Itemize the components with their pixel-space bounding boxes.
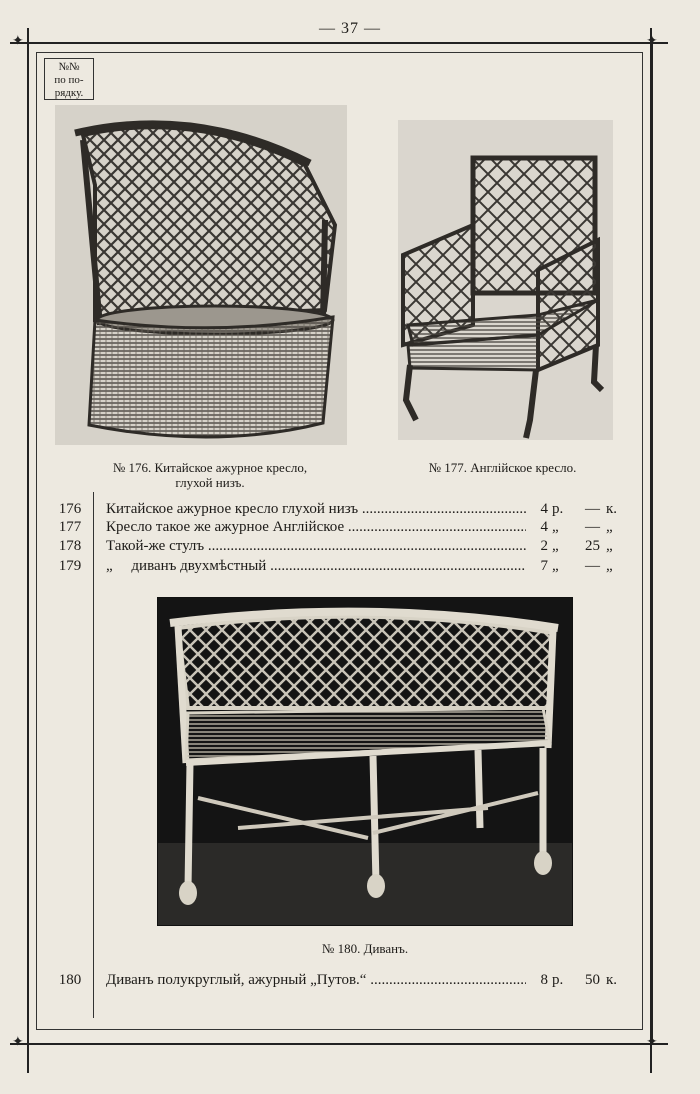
photo-chair-176 — [55, 105, 347, 445]
figure-caption-177 — [405, 460, 600, 475]
frame-right-extension — [650, 28, 652, 1073]
frame-bottom-extension — [10, 1043, 668, 1045]
column-header-line: по по- — [54, 74, 84, 86]
item-number: 177 — [58, 519, 82, 535]
item-description: Кресло такое же ажурное Англійское ..... — [106, 519, 526, 536]
item-description: Такой-же стулъ ..... — [106, 538, 526, 555]
corner-ornament-bottom-right: ✦ — [646, 1035, 658, 1050]
price-rubles: 4 — [540, 501, 548, 517]
item-number: 176 — [58, 501, 82, 517]
caption-line: № 180. Диванъ. — [321, 941, 409, 956]
price-kopecks-unit: „ — [606, 519, 613, 535]
price-kopecks: 50 — [585, 972, 600, 988]
price-rubles: 7 — [540, 558, 548, 574]
column-header-line: рядку. — [54, 87, 84, 99]
item-description: „ диванъ двухмѣстный ..... — [106, 558, 526, 575]
photo-sofa-180 — [157, 597, 573, 926]
price-kopecks: — — [585, 558, 600, 574]
photo-chair-177 — [398, 120, 613, 440]
page-number: — 37 — — [319, 20, 381, 37]
price-rubles-unit: „ — [552, 519, 559, 535]
price-kopecks-unit: „ — [606, 538, 613, 554]
price-kopecks: — — [585, 519, 600, 535]
item-number: 179 — [58, 558, 82, 574]
item-number: 178 — [58, 538, 82, 554]
caption-line: глухой низъ. — [175, 475, 245, 490]
price-kopecks: — — [585, 501, 600, 517]
price-kopecks-unit: „ — [606, 558, 613, 574]
price-kopecks-unit: к. — [606, 501, 618, 517]
figure-caption-176 — [80, 460, 340, 490]
column-header-line: №№ — [58, 61, 80, 73]
item-number: 180 — [58, 972, 82, 988]
price-row-178 — [50, 538, 620, 560]
price-rubles-unit: „ — [552, 538, 559, 554]
price-rubles: 4 — [540, 519, 548, 535]
corner-ornament-top-left: ✦ — [12, 34, 24, 49]
price-rubles: 2 — [540, 538, 548, 554]
column-header-box — [44, 58, 94, 100]
figure-caption-180 — [300, 941, 430, 956]
item-description: Китайское ажурное кресло глухой низъ ..... — [106, 501, 526, 518]
item-description: Диванъ полукруглый, ажурный „Путов.“ ..... — [106, 972, 526, 989]
price-row-180 — [50, 972, 620, 994]
price-rubles: 8 — [540, 972, 548, 988]
price-rubles-unit: р. — [552, 972, 564, 988]
price-kopecks-unit: к. — [606, 972, 618, 988]
caption-line: № 177. Англійское кресло. — [428, 460, 577, 475]
price-rubles-unit: „ — [552, 558, 559, 574]
corner-ornament-bottom-left: ✦ — [12, 1035, 24, 1050]
caption-line: № 176. Китайское ажурное кресло, — [112, 460, 308, 475]
price-rubles-unit: р. — [552, 501, 564, 517]
price-row-179 — [50, 558, 620, 580]
price-kopecks: 25 — [585, 538, 600, 554]
frame-left-extension — [27, 28, 29, 1073]
frame-top-extension — [10, 42, 668, 44]
corner-ornament-top-right: ✦ — [646, 34, 658, 49]
